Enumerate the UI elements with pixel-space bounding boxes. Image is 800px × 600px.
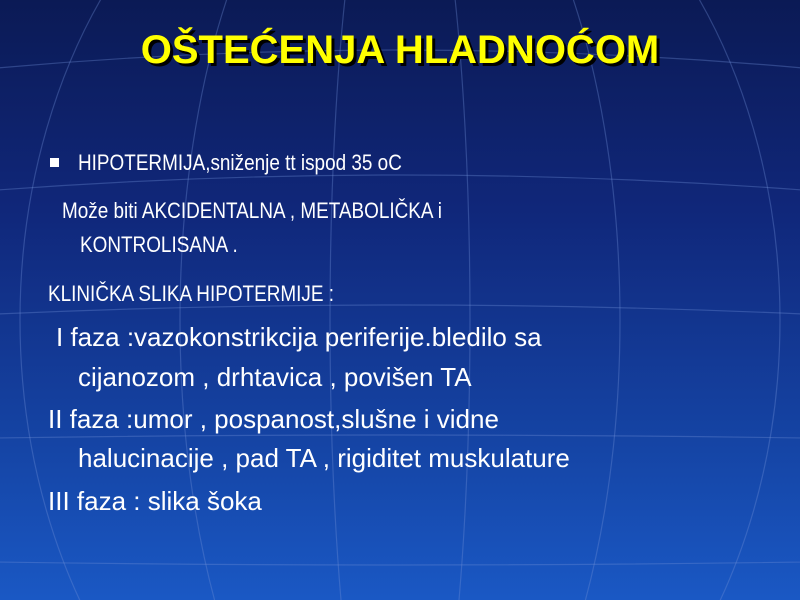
content-line-types-continued: KONTROLISANA . [80, 232, 238, 257]
content-line-types: Može biti AKCIDENTALNA , METABOLIČKA i [62, 198, 442, 223]
content-line-phase-1-continued: cijanozom , drhtavica , povišen TA [78, 362, 472, 392]
content-line-hypothermia: HIPOTERMIJA,sniženje tt ispod 35 oC [78, 150, 402, 175]
content-line-phase-3: III faza : slika šoka [48, 486, 262, 516]
content-line-phase-1: I faza :vazokonstrikcija periferije.bledilo sa [56, 322, 542, 352]
content-line-phase-2-continued: halucinacije , pad TA , rigiditet muskulature [78, 443, 570, 473]
square-bullet-icon [50, 158, 59, 167]
content-line-clinical-picture: KLINIČKA SLIKA HIPOTERMIJE : [48, 281, 334, 306]
content-line-phase-2: II faza :umor , pospanost,slušne i vidne [48, 404, 499, 434]
slide-title: OŠTEĆENJA HLADNOĆOM [140, 28, 660, 72]
